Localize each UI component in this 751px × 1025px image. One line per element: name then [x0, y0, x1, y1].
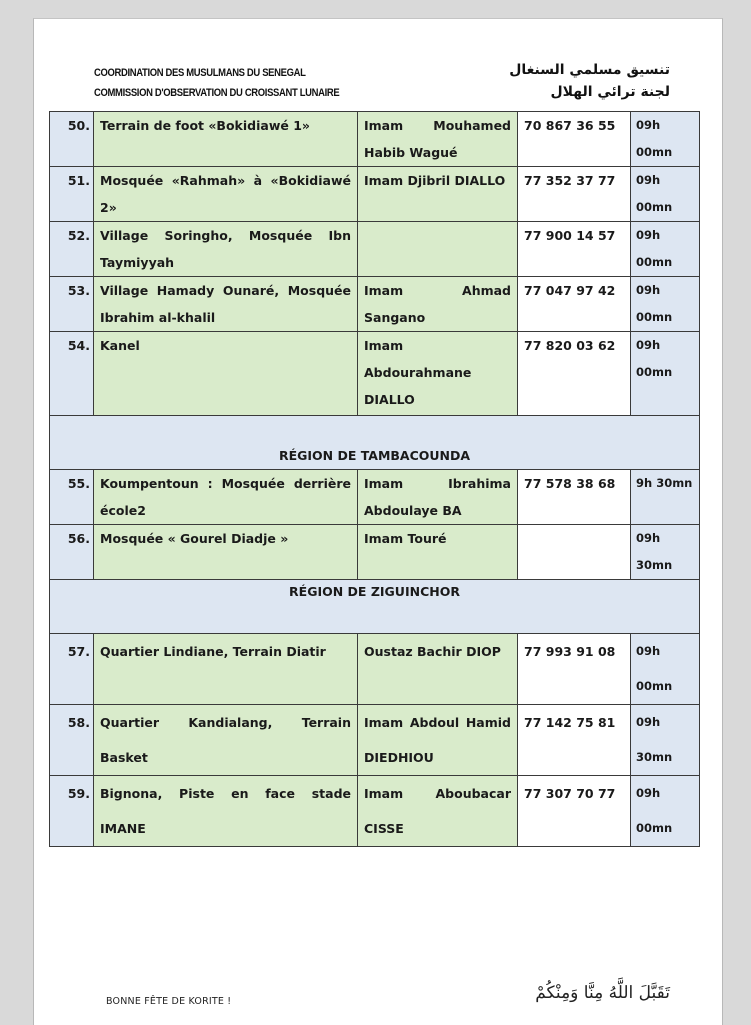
phone-cell	[518, 167, 631, 222]
imam-cell	[358, 705, 518, 776]
imam-cell-text: Imam Aboubacar CISSE	[364, 786, 511, 836]
header-commission: COMMISSION D'OBSERVATION DU CROISSANT LUNAIRE	[94, 87, 340, 99]
prayer-time-cell-text: 09h 30mn	[636, 531, 673, 572]
phone-cell	[518, 705, 631, 776]
row-number-text: 58.	[67, 715, 90, 730]
imam-cell-text: Imam Djibril DIALLO	[364, 173, 506, 188]
row-number	[50, 112, 94, 167]
row-number-text: 59.	[67, 786, 90, 801]
imam-cell	[358, 222, 518, 277]
imam-cell	[358, 277, 518, 332]
location-cell-text: Koumpentoun : Mosquée derrière école2	[100, 476, 351, 518]
row-number-text: 56.	[67, 531, 90, 546]
imam-cell-text: Imam Mouhamed Habib Wagué	[364, 118, 511, 160]
row-number-text: 50.	[67, 118, 90, 133]
prayer-time-cell	[631, 277, 700, 332]
row-number	[50, 776, 94, 847]
location-cell-text: Kanel	[100, 338, 140, 353]
phone-cell	[518, 277, 631, 332]
imam-cell	[358, 525, 518, 580]
footer-arabic-greeting: تَقَبَّلَ اللَّهُ مِنَّا وَمِنْكُمْ	[535, 983, 670, 1003]
phone-cell	[518, 112, 631, 167]
row-number	[50, 277, 94, 332]
location-cell-text: Quartier Kandialang, Terrain Basket	[100, 715, 351, 765]
imam-cell-text: Imam Touré	[364, 531, 447, 546]
location-cell-text: Mosquée «Rahmah» à «Bokidiawé 2»	[100, 173, 351, 215]
phone-cell	[518, 525, 631, 580]
row-number-text: 52.	[67, 228, 90, 243]
header-organization-arabic: تنسيق مسلمي السنغال	[509, 62, 670, 78]
phone-cell	[518, 222, 631, 277]
table-row	[50, 332, 700, 416]
prayer-time-cell-text: 09h 00mn	[636, 118, 673, 159]
table-row	[50, 634, 700, 705]
header-left	[94, 63, 339, 103]
imam-cell	[358, 776, 518, 847]
header-right-arabic	[509, 59, 670, 103]
prayer-time-cell-text: 09h 00mn	[636, 283, 673, 324]
phone-cell	[518, 470, 631, 525]
row-number	[50, 332, 94, 416]
table-row	[50, 112, 700, 167]
table-row	[50, 167, 700, 222]
imam-cell-text: Imam Ahmad Sangano	[364, 283, 511, 325]
phone-cell	[518, 634, 631, 705]
row-number	[50, 222, 94, 277]
prayer-time-cell-text: 09h 30mn	[636, 715, 673, 764]
location-cell-text: Bignona, Piste en face stade IMANE	[100, 786, 351, 836]
imam-cell-text: Imam Abdourahmane DIALLO	[364, 338, 472, 407]
row-number-text: 55.	[67, 476, 90, 491]
phone-cell-text: 77 993 91 08	[524, 644, 616, 659]
location-cell	[94, 112, 358, 167]
header-organization: COORDINATION DES MUSULMANS DU SENEGAL	[94, 67, 306, 79]
region-header-row	[50, 416, 700, 470]
imam-cell	[358, 332, 518, 416]
prayer-time-cell	[631, 776, 700, 847]
region-label: RÉGION DE TAMBACOUNDA	[50, 416, 700, 470]
phone-cell-text: 77 820 03 62	[524, 338, 616, 353]
imam-cell-text: Oustaz Bachir DIOP	[364, 644, 501, 659]
header-commission-arabic: لجنة ترائي الهلال	[550, 84, 670, 100]
row-number-text: 53.	[67, 283, 90, 298]
table-row	[50, 776, 700, 847]
location-cell	[94, 470, 358, 525]
prayer-time-cell-text: 09h 00mn	[636, 786, 673, 835]
imam-cell-text: Imam Abdoul Hamid DIEDHIOU	[364, 715, 511, 765]
location-cell-text: Village Soringho, Mosquée Ibn Taymiyyah	[100, 228, 351, 270]
prayer-time-cell-text: 09h 00mn	[636, 644, 673, 693]
mosque-schedule-table	[49, 111, 700, 847]
phone-cell	[518, 332, 631, 416]
location-cell	[94, 525, 358, 580]
prayer-time-cell	[631, 332, 700, 416]
phone-cell-text: 77 578 38 68	[524, 476, 616, 491]
location-cell	[94, 332, 358, 416]
location-cell	[94, 634, 358, 705]
phone-cell	[518, 776, 631, 847]
phone-cell-text: 77 047 97 42	[524, 283, 616, 298]
row-number	[50, 470, 94, 525]
imam-cell	[358, 470, 518, 525]
row-number	[50, 634, 94, 705]
prayer-time-cell	[631, 634, 700, 705]
location-cell-text: Terrain de foot «Bokidiawé 1»	[100, 118, 310, 133]
phone-cell-text: 77 352 37 77	[524, 173, 616, 188]
footer-greeting: BONNE FÊTE DE KORITE !	[106, 996, 232, 1007]
imam-cell-text: Imam Ibrahima Abdoulaye BA	[364, 476, 511, 518]
phone-cell-text: 77 900 14 57	[524, 228, 616, 243]
row-number	[50, 167, 94, 222]
table-row	[50, 705, 700, 776]
location-cell	[94, 222, 358, 277]
prayer-time-cell-text: 09h 00mn	[636, 173, 673, 214]
location-cell-text: Mosquée « Gourel Diadje »	[100, 531, 289, 546]
row-number-text: 57.	[67, 644, 90, 659]
imam-cell	[358, 112, 518, 167]
document-page	[33, 18, 723, 1025]
imam-cell	[358, 167, 518, 222]
table-row	[50, 525, 700, 580]
row-number	[50, 705, 94, 776]
location-cell-text: Village Hamady Ounaré, Mosquée Ibrahim al-khalil	[100, 283, 351, 325]
table-row	[50, 277, 700, 332]
region-header-row	[50, 580, 700, 634]
prayer-time-cell-text: 09h 00mn	[636, 228, 673, 269]
phone-cell-text: 70 867 36 55	[524, 118, 616, 133]
prayer-time-cell-text: 09h 00mn	[636, 338, 673, 379]
location-cell	[94, 277, 358, 332]
table-row	[50, 222, 700, 277]
prayer-time-cell	[631, 222, 700, 277]
location-cell	[94, 776, 358, 847]
location-cell	[94, 167, 358, 222]
region-label: RÉGION DE ZIGUINCHOR	[50, 580, 700, 634]
location-cell-text: Quartier Lindiane, Terrain Diatir	[100, 644, 326, 659]
row-number-text: 54.	[67, 338, 90, 353]
prayer-time-cell	[631, 167, 700, 222]
prayer-time-cell	[631, 112, 700, 167]
prayer-time-cell-text: 9h 30mn	[636, 476, 693, 490]
row-number	[50, 525, 94, 580]
imam-cell	[358, 634, 518, 705]
table-row	[50, 470, 700, 525]
prayer-time-cell	[631, 705, 700, 776]
phone-cell-text: 77 142 75 81	[524, 715, 616, 730]
prayer-time-cell	[631, 525, 700, 580]
phone-cell-text: 77 307 70 77	[524, 786, 616, 801]
location-cell	[94, 705, 358, 776]
prayer-time-cell	[631, 470, 700, 525]
row-number-text: 51.	[67, 173, 90, 188]
